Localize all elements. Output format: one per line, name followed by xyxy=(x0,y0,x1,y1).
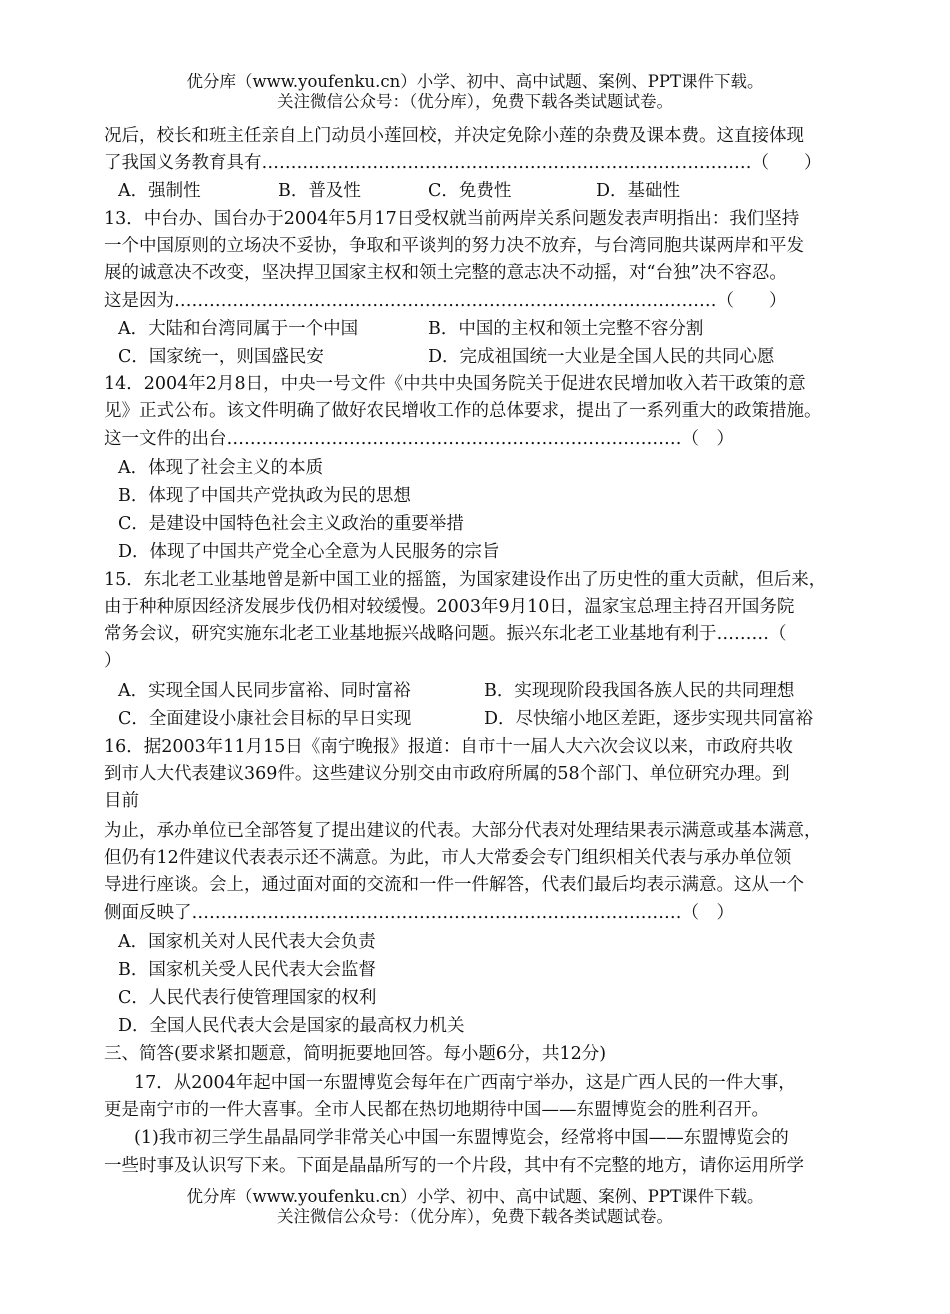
option-c: C．免费性 xyxy=(428,181,512,201)
question-13-text: 展的诚意决不改变，坚决捍卫国家主权和领土完整的意志决不动摇，对“台独”决不容忍。 xyxy=(104,263,787,283)
section-heading: 三、简答(要求紧扣题意，简明扼要地回答。每小题6分，共12分) xyxy=(104,1044,607,1064)
option-a: A．体现了社会主义的本质 xyxy=(118,458,324,478)
question-13-text: 一个中国原则的立场决不妥协，争取和平谈判的努力决不放弃，与台湾同胞共谋两岸和平发 xyxy=(104,236,804,256)
question-17-text: 17．从2004年起中国一东盟博览会每年在广西南宁举办，这是广西人民的一件大事， xyxy=(134,1073,796,1093)
question-17-text: (1)我市初三学生晶晶同学非常关心中国一东盟博览会，经常将中国——东盟博览会的 xyxy=(134,1128,789,1148)
question-15-text: ） xyxy=(104,651,122,671)
question-14-text: 见》正式公布。该文件明确了做好农民增收工作的总体要求，提出了一系列重大的政策措施。 xyxy=(104,401,822,421)
question-17-text: 一些时事及认识写下来。下面是晶晶所写的一个片段，其中有不完整的地方，请你运用所学 xyxy=(104,1156,804,1176)
question-16-text: 但仍有12件建议代表表示还不满意。为此，市人大常委会专门组织相关代表与承办单位领 xyxy=(104,848,792,868)
question-14-text: 14．2004年2月8日，中央一号文件《中共中央国务院关于促进农民增加收入若干政策的意 xyxy=(104,374,806,394)
question-17-text: 更是南宁市的一件大喜事。全市人民都在热切地期待中国——东盟博览会的胜利召开。 xyxy=(104,1100,769,1120)
page-footer-line1: 优分库（www.youfenku.cn）小学、初中、高中试题、案例、PPT课件下载。 xyxy=(186,1187,764,1206)
option-c: C．是建设中国特色社会主义政治的重要举措 xyxy=(118,514,464,534)
page-header-line2: 关注微信公众号：（优分库），免费下载各类试题试卷。 xyxy=(277,92,673,111)
option-b: B．普及性 xyxy=(278,181,361,201)
option-b: B．体现了中国共产党执政为民的思想 xyxy=(118,486,411,506)
option-d: D．尽快缩小地区差距，逐步实现共同富裕 xyxy=(484,709,814,729)
option-d: D．全国人民代表大会是国家的最高权力机关 xyxy=(118,1016,465,1036)
question-13-text: 这是因为…………………………………………………………………………………（ ） xyxy=(104,291,787,311)
option-b: B．实现现阶段我国各族人民的共同理想 xyxy=(484,681,795,701)
option-c: C．全面建设小康社会目标的早日实现 xyxy=(118,709,412,729)
option-c: C．国家统一，则国盛民安 xyxy=(118,347,324,367)
question-16-text: 16．据2003年11月15日《南宁晚报》报道：自市十一届人大六次会议以来，市政府共收 xyxy=(104,737,793,757)
option-d: D．完成祖国统一大业是全国人民的共同心愿 xyxy=(428,347,775,367)
option-a: A．国家机关对人民代表大会负责 xyxy=(118,932,376,952)
text-line: 了我国义务教育具有…………………………………………………………………………（ ） xyxy=(104,153,822,173)
question-16-text: 目前 xyxy=(104,791,139,811)
question-16-text: 为止，承办单位已全部答复了提出建议的代表。大部分代表对处理结果表示满意或基本满意， xyxy=(104,821,822,841)
text-line: 况后，校长和班主任亲自上门动员小莲回校，并决定免除小莲的杂费及课本费。这直接体现 xyxy=(104,126,804,146)
option-d: D．基础性 xyxy=(596,181,681,201)
page-header-line1: 优分库（www.youfenku.cn）小学、初中、高中试题、案例、PPT课件下载。 xyxy=(186,72,764,91)
option-c: C．人民代表行使管理国家的权利 xyxy=(118,988,377,1008)
option-a: A．强制性 xyxy=(118,181,201,201)
question-16-text: 到市人大代表建议369件。这些建议分别交由市政府所属的58个部门、单位研究办理。到 xyxy=(104,764,790,784)
option-b: B．国家机关受人民代表大会监督 xyxy=(118,960,376,980)
question-13-text: 13．中台办、国台办于2004年5月17日受权就当前两岸关系问题发表声明指出：我们坚持 xyxy=(104,209,800,229)
question-15-text: 15．东北老工业基地曾是新中国工业的摇篮，为国家建设作出了历史性的重大贡献，但后来， xyxy=(104,570,827,590)
option-a: A．实现全国人民同步富裕、同时富裕 xyxy=(118,681,411,701)
question-16-text: 侧面反映了…………………………………………………………………………（ ） xyxy=(104,903,734,923)
option-a: A．大陆和台湾同属于一个中国 xyxy=(118,319,359,339)
question-15-text: 常务会议，研究实施东北老工业基地振兴战略问题。振兴东北老工业基地有利于………（ xyxy=(104,624,787,644)
question-16-text: 导进行座谈。会上，通过面对面的交流和一件一件解答，代表们最后均表示满意。这从一个 xyxy=(104,875,804,895)
option-d: D．体现了中国共产党全心全意为人民服务的宗旨 xyxy=(118,542,500,562)
option-b: B．中国的主权和领土完整不容分割 xyxy=(428,319,704,339)
question-15-text: 由于种种原因经济发展步伐仍相对较缓慢。2003年9月10日，温家宝总理主持召开国务院 xyxy=(104,597,795,617)
page-footer-line2: 关注微信公众号：（优分库），免费下载各类试题试卷。 xyxy=(277,1207,673,1226)
question-14-text: 这一文件的出台……………………………………………………………………（ ） xyxy=(104,429,734,449)
